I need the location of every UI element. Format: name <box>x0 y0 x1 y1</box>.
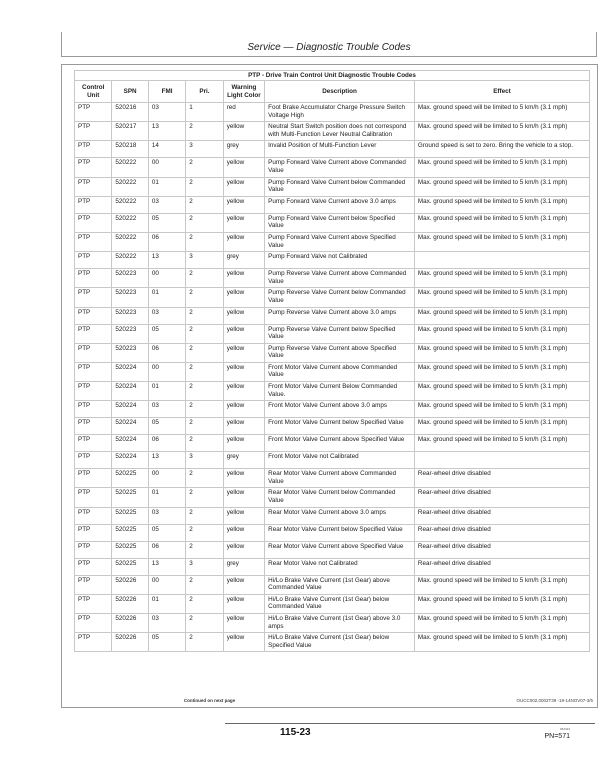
cell-fmi: 00 <box>148 469 185 488</box>
cell-description: Front Motor Valve Current above Commanded Value <box>265 362 415 381</box>
cell-effect: Max. ground speed will be limited to 5 km/h (3.1 mph) <box>414 324 589 343</box>
cell-effect: Max. ground speed will be limited to 5 km/h (3.1 mph) <box>414 435 589 452</box>
cell-spn: 520224 <box>112 418 148 435</box>
cell-fmi: 03 <box>148 401 185 418</box>
table-row <box>75 343 590 362</box>
cell-pri: 2 <box>186 594 223 613</box>
cell-warning-light-color: yellow <box>223 362 264 381</box>
cell-spn: 520222 <box>112 177 148 196</box>
cell-warning-light-color: yellow <box>223 343 264 362</box>
cell-spn: 520225 <box>112 524 148 541</box>
cell-fmi: 14 <box>148 141 185 158</box>
table-row <box>75 324 590 343</box>
cell-control-unit: PTP <box>75 122 112 141</box>
cell-warning-light-color: red <box>223 103 264 122</box>
cell-fmi: 00 <box>148 362 185 381</box>
cell-control-unit: PTP <box>75 435 112 452</box>
cell-description: Pump Reverse Valve Current above Commanded Value <box>265 269 415 288</box>
col-header-fmi: FMI <box>148 81 185 103</box>
cell-control-unit: PTP <box>75 507 112 524</box>
cell-warning-light-color: yellow <box>223 469 264 488</box>
cell-warning-light-color: yellow <box>223 401 264 418</box>
cell-effect: Max. ground speed will be limited to 5 km/h (3.1 mph) <box>414 196 589 213</box>
cell-spn: 520218 <box>112 141 148 158</box>
cell-control-unit: PTP <box>75 524 112 541</box>
cell-control-unit: PTP <box>75 307 112 324</box>
small-code: 062413 <box>559 727 570 731</box>
cell-pri: 2 <box>186 382 223 401</box>
dtc-table <box>74 70 590 652</box>
cell-fmi: 00 <box>148 575 185 594</box>
cell-effect: Max. ground speed will be limited to 5 km/h (3.1 mph) <box>414 122 589 141</box>
cell-description: Front Motor Valve Current above Specified Value <box>265 435 415 452</box>
cell-effect: Max. ground speed will be limited to 5 km/h (3.1 mph) <box>414 575 589 594</box>
cell-pri: 2 <box>186 324 223 343</box>
col-header-effect: Effect <box>414 81 589 103</box>
cell-control-unit: PTP <box>75 401 112 418</box>
cell-effect: Rear-wheel drive disabled <box>414 488 589 507</box>
cell-pri: 2 <box>186 343 223 362</box>
table-caption: PTP - Drive Train Control Unit Diagnostic Trouble Codes <box>75 71 590 81</box>
cell-control-unit: PTP <box>75 382 112 401</box>
cell-effect: Rear-wheel drive disabled <box>414 469 589 488</box>
cell-description: Pump Reverse Valve Current above 3.0 amps <box>265 307 415 324</box>
cell-pri: 2 <box>186 307 223 324</box>
table-row <box>75 177 590 196</box>
cell-control-unit: PTP <box>75 614 112 633</box>
page-header-title: Service — Diagnostic Trouble Codes <box>247 42 411 53</box>
table-row <box>75 213 590 232</box>
cell-effect: Max. ground speed will be limited to 5 km/h (3.1 mph) <box>414 343 589 362</box>
cell-control-unit: PTP <box>75 324 112 343</box>
cell-description: Pump Forward Valve Current above Commanded Value <box>265 158 415 177</box>
cell-warning-light-color: grey <box>223 452 264 469</box>
cell-description: Front Motor Valve Current below Specified Value <box>265 418 415 435</box>
pn-number: PN=571 <box>544 733 570 740</box>
table-body <box>75 103 590 652</box>
cell-description: Pump Reverse Valve Current below Commanded Value <box>265 288 415 307</box>
cell-fmi: 01 <box>148 288 185 307</box>
table-row <box>75 401 590 418</box>
cell-effect: Max. ground speed will be limited to 5 km/h (3.1 mph) <box>414 418 589 435</box>
cell-effect: Rear-wheel drive disabled <box>414 524 589 541</box>
cell-control-unit: PTP <box>75 141 112 158</box>
table-row <box>75 633 590 652</box>
cell-pri: 2 <box>186 575 223 594</box>
cell-pri: 2 <box>186 232 223 251</box>
cell-spn: 520222 <box>112 252 148 269</box>
cell-warning-light-color: yellow <box>223 196 264 213</box>
col-header-warning-light-color: Warning Light Color <box>223 81 264 103</box>
cell-description: Foot Brake Accumulator Charge Pressure Switch Voltage High <box>265 103 415 122</box>
cell-spn: 520222 <box>112 213 148 232</box>
column-header-row <box>75 81 590 103</box>
table-row <box>75 196 590 213</box>
cell-description: Invalid Position of Multi-Function Lever <box>265 141 415 158</box>
cell-warning-light-color: yellow <box>223 288 264 307</box>
cell-fmi: 05 <box>148 213 185 232</box>
cell-fmi: 03 <box>148 103 185 122</box>
table-row <box>75 488 590 507</box>
cell-effect: Max. ground speed will be limited to 5 km/h (3.1 mph) <box>414 177 589 196</box>
cell-effect: Ground speed is set to zero. Bring the vehicle to a stop. <box>414 141 589 158</box>
cell-description: Pump Reverse Valve Current below Specified Value <box>265 324 415 343</box>
table-row <box>75 558 590 575</box>
table-row <box>75 122 590 141</box>
cell-spn: 520222 <box>112 232 148 251</box>
cell-spn: 520224 <box>112 401 148 418</box>
table-row <box>75 541 590 558</box>
cell-control-unit: PTP <box>75 343 112 362</box>
cell-effect: Rear-wheel drive disabled <box>414 507 589 524</box>
cell-control-unit: PTP <box>75 196 112 213</box>
cell-spn: 520226 <box>112 594 148 613</box>
table-row <box>75 418 590 435</box>
cell-effect: Max. ground speed will be limited to 5 km/h (3.1 mph) <box>414 362 589 381</box>
cell-fmi: 13 <box>148 122 185 141</box>
cell-warning-light-color: yellow <box>223 633 264 652</box>
cell-effect: Max. ground speed will be limited to 5 km/h (3.1 mph) <box>414 269 589 288</box>
cell-effect: Max. ground speed will be limited to 5 km/h (3.1 mph) <box>414 158 589 177</box>
table-row <box>75 141 590 158</box>
cell-effect: Max. ground speed will be limited to 5 km/h (3.1 mph) <box>414 232 589 251</box>
table-row <box>75 252 590 269</box>
cell-spn: 520226 <box>112 633 148 652</box>
cell-description: Front Motor Valve Current above 3.0 amps <box>265 401 415 418</box>
table-row <box>75 614 590 633</box>
cell-pri: 3 <box>186 558 223 575</box>
cell-description: Hi/Lo Brake Valve Current (1st Gear) above Commanded Value <box>265 575 415 594</box>
table-row <box>75 269 590 288</box>
cell-warning-light-color: yellow <box>223 435 264 452</box>
cell-spn: 520223 <box>112 288 148 307</box>
cell-control-unit: PTP <box>75 252 112 269</box>
cell-fmi: 05 <box>148 324 185 343</box>
cell-pri: 2 <box>186 614 223 633</box>
cell-fmi: 01 <box>148 594 185 613</box>
cell-description: Front Motor Valve not Calibrated <box>265 452 415 469</box>
cell-fmi: 06 <box>148 343 185 362</box>
cell-description: Pump Forward Valve Current below Commanded Value <box>265 177 415 196</box>
cell-control-unit: PTP <box>75 269 112 288</box>
cell-warning-light-color: yellow <box>223 594 264 613</box>
cell-spn: 520223 <box>112 343 148 362</box>
table-row <box>75 362 590 381</box>
table-row <box>75 507 590 524</box>
cell-description: Pump Forward Valve Current above Specified Value <box>265 232 415 251</box>
cell-fmi: 06 <box>148 232 185 251</box>
cell-control-unit: PTP <box>75 594 112 613</box>
cell-pri: 3 <box>186 452 223 469</box>
cell-fmi: 06 <box>148 435 185 452</box>
cell-control-unit: PTP <box>75 469 112 488</box>
cell-pri: 2 <box>186 269 223 288</box>
cell-description: Rear Motor Valve Current below Specified Value <box>265 524 415 541</box>
cell-warning-light-color: yellow <box>223 122 264 141</box>
cell-pri: 2 <box>186 507 223 524</box>
cell-description: Neutral Start Switch position does not correspond with Multi-Function Lever Neutral Calibration <box>265 122 415 141</box>
cell-control-unit: PTP <box>75 362 112 381</box>
cell-pri: 2 <box>186 418 223 435</box>
cell-warning-light-color: yellow <box>223 324 264 343</box>
cell-description: Pump Forward Valve Current below Specified Value <box>265 213 415 232</box>
cell-warning-light-color: yellow <box>223 524 264 541</box>
cell-control-unit: PTP <box>75 158 112 177</box>
cell-spn: 520222 <box>112 196 148 213</box>
document-code: OUCC002,0002T39 -19-14NOV07-3/5 <box>516 698 593 703</box>
cell-warning-light-color: yellow <box>223 307 264 324</box>
cell-effect <box>414 252 589 269</box>
cell-description: Pump Forward Valve not Calibrated <box>265 252 415 269</box>
cell-pri: 2 <box>186 435 223 452</box>
cell-control-unit: PTP <box>75 488 112 507</box>
cell-warning-light-color: yellow <box>223 614 264 633</box>
cell-description: Pump Forward Valve Current above 3.0 amps <box>265 196 415 213</box>
cell-fmi: 01 <box>148 382 185 401</box>
cell-spn: 520223 <box>112 324 148 343</box>
table-row <box>75 452 590 469</box>
table-row <box>75 288 590 307</box>
cell-control-unit: PTP <box>75 558 112 575</box>
cell-spn: 520225 <box>112 488 148 507</box>
cell-warning-light-color: grey <box>223 141 264 158</box>
cell-fmi: 05 <box>148 524 185 541</box>
cell-control-unit: PTP <box>75 418 112 435</box>
cell-description: Hi/Lo Brake Valve Current (1st Gear) above 3.0 amps <box>265 614 415 633</box>
continued-note: Continued on next page <box>183 698 236 703</box>
cell-warning-light-color: yellow <box>223 177 264 196</box>
cell-control-unit: PTP <box>75 575 112 594</box>
cell-fmi: 03 <box>148 196 185 213</box>
cell-control-unit: PTP <box>75 103 112 122</box>
cell-spn: 520222 <box>112 158 148 177</box>
cell-fmi: 05 <box>148 633 185 652</box>
cell-pri: 2 <box>186 541 223 558</box>
cell-fmi: 13 <box>148 252 185 269</box>
table-row <box>75 232 590 251</box>
cell-description: Front Motor Valve Current Below Commanded Value. <box>265 382 415 401</box>
cell-warning-light-color: yellow <box>223 232 264 251</box>
cell-effect: Max. ground speed will be limited to 5 km/h (3.1 mph) <box>414 382 589 401</box>
cell-pri: 2 <box>186 362 223 381</box>
cell-pri: 2 <box>186 196 223 213</box>
cell-warning-light-color: yellow <box>223 507 264 524</box>
cell-effect: Max. ground speed will be limited to 5 km/h (3.1 mph) <box>414 307 589 324</box>
cell-fmi: 06 <box>148 541 185 558</box>
cell-spn: 520224 <box>112 362 148 381</box>
cell-spn: 520225 <box>112 469 148 488</box>
cell-effect: Max. ground speed will be limited to 5 km/h (3.1 mph) <box>414 633 589 652</box>
cell-pri: 2 <box>186 401 223 418</box>
cell-spn: 520225 <box>112 541 148 558</box>
table-row <box>75 469 590 488</box>
cell-fmi: 13 <box>148 452 185 469</box>
cell-warning-light-color: yellow <box>223 158 264 177</box>
cell-warning-light-color: grey <box>223 252 264 269</box>
cell-fmi: 13 <box>148 558 185 575</box>
cell-description: Rear Motor Valve not Calibrated <box>265 558 415 575</box>
cell-warning-light-color: grey <box>223 558 264 575</box>
col-header-description: Description <box>265 81 415 103</box>
cell-warning-light-color: yellow <box>223 575 264 594</box>
table-row <box>75 307 590 324</box>
cell-control-unit: PTP <box>75 288 112 307</box>
cell-pri: 2 <box>186 158 223 177</box>
cell-fmi: 03 <box>148 307 185 324</box>
cell-pri: 2 <box>186 177 223 196</box>
cell-pri: 3 <box>186 141 223 158</box>
cell-pri: 2 <box>186 122 223 141</box>
cell-warning-light-color: yellow <box>223 488 264 507</box>
cell-fmi: 00 <box>148 269 185 288</box>
cell-description: Hi/Lo Brake Valve Current (1st Gear) below Commanded Value <box>265 594 415 613</box>
cell-description: Rear Motor Valve Current above 3.0 amps <box>265 507 415 524</box>
col-header-spn: SPN <box>112 81 148 103</box>
cell-pri: 2 <box>186 469 223 488</box>
cell-effect: Max. ground speed will be limited to 5 km/h (3.1 mph) <box>414 103 589 122</box>
cell-spn: 520225 <box>112 558 148 575</box>
cell-control-unit: PTP <box>75 633 112 652</box>
cell-spn: 520226 <box>112 614 148 633</box>
cell-spn: 520224 <box>112 382 148 401</box>
cell-warning-light-color: yellow <box>223 541 264 558</box>
cell-control-unit: PTP <box>75 541 112 558</box>
table-row <box>75 524 590 541</box>
cell-control-unit: PTP <box>75 213 112 232</box>
cell-warning-light-color: yellow <box>223 269 264 288</box>
cell-warning-light-color: yellow <box>223 213 264 232</box>
cell-pri: 2 <box>186 288 223 307</box>
cell-fmi: 01 <box>148 177 185 196</box>
cell-effect: Max. ground speed will be limited to 5 km/h (3.1 mph) <box>414 213 589 232</box>
cell-spn: 520226 <box>112 575 148 594</box>
table-row <box>75 594 590 613</box>
cell-spn: 520224 <box>112 435 148 452</box>
cell-effect: Max. ground speed will be limited to 5 km/h (3.1 mph) <box>414 288 589 307</box>
cell-spn: 520224 <box>112 452 148 469</box>
col-header-control-unit: Control Unit <box>75 81 112 103</box>
table-row <box>75 382 590 401</box>
cell-spn: 520225 <box>112 507 148 524</box>
cell-warning-light-color: yellow <box>223 418 264 435</box>
cell-control-unit: PTP <box>75 232 112 251</box>
cell-spn: 520216 <box>112 103 148 122</box>
cell-pri: 2 <box>186 633 223 652</box>
footer-rule <box>225 723 595 724</box>
cell-pri: 2 <box>186 488 223 507</box>
col-header-pri: Pri. <box>186 81 223 103</box>
cell-fmi: 03 <box>148 507 185 524</box>
cell-effect <box>414 452 589 469</box>
cell-pri: 1 <box>186 103 223 122</box>
table-row <box>75 103 590 122</box>
table-row <box>75 158 590 177</box>
cell-description: Rear Motor Valve Current above Commanded Value <box>265 469 415 488</box>
cell-spn: 520223 <box>112 307 148 324</box>
cell-fmi: 03 <box>148 614 185 633</box>
table-row <box>75 575 590 594</box>
table-frame <box>61 64 598 708</box>
cell-control-unit: PTP <box>75 452 112 469</box>
page-number: 115-23 <box>280 727 311 738</box>
cell-description: Hi/Lo Brake Valve Current (1st Gear) below Specified Value <box>265 633 415 652</box>
cell-spn: 520217 <box>112 122 148 141</box>
cell-control-unit: PTP <box>75 177 112 196</box>
cell-pri: 2 <box>186 213 223 232</box>
cell-spn: 520223 <box>112 269 148 288</box>
cell-description: Rear Motor Valve Current below Commanded Value <box>265 488 415 507</box>
cell-warning-light-color: yellow <box>223 382 264 401</box>
cell-fmi: 01 <box>148 488 185 507</box>
cell-fmi: 05 <box>148 418 185 435</box>
cell-description: Rear Motor Valve Current above Specified Value <box>265 541 415 558</box>
cell-description: Pump Reverse Valve Current above Specified Value <box>265 343 415 362</box>
cell-pri: 2 <box>186 524 223 541</box>
cell-effect: Max. ground speed will be limited to 5 km/h (3.1 mph) <box>414 614 589 633</box>
page-header <box>61 32 597 57</box>
cell-effect: Max. ground speed will be limited to 5 km/h (3.1 mph) <box>414 401 589 418</box>
table-row <box>75 435 590 452</box>
cell-effect: Rear-wheel drive disabled <box>414 558 589 575</box>
cell-effect: Max. ground speed will be limited to 5 km/h (3.1 mph) <box>414 594 589 613</box>
cell-effect: Rear-wheel drive disabled <box>414 541 589 558</box>
cell-fmi: 00 <box>148 158 185 177</box>
cell-pri: 3 <box>186 252 223 269</box>
